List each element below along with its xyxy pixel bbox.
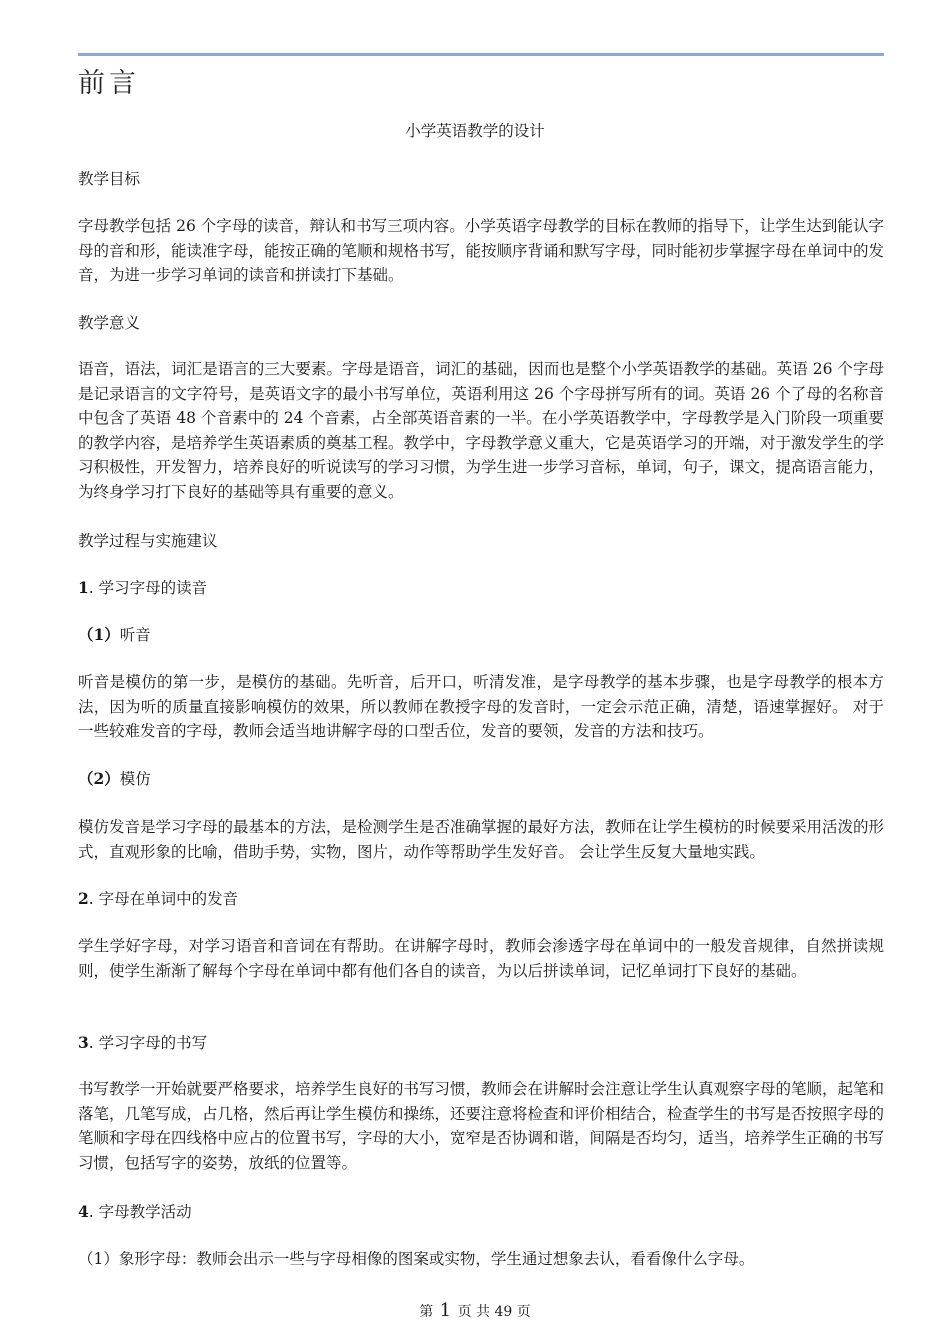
footer-prefix: 第 <box>419 1304 434 1320</box>
subsection-number-3: 3 <box>78 1033 89 1052</box>
footer-total-pages: 49 <box>494 1304 513 1320</box>
section-label-goal: 教学目标 <box>78 170 141 188</box>
subsection-title-3: . 学习字母的书写 <box>88 1034 208 1052</box>
subsection-title-4: . 字母教学活动 <box>88 1203 192 1221</box>
page-footer <box>0 1300 950 1323</box>
subsection-number-4: 4 <box>78 1202 89 1221</box>
paragraph-goal: 字母教学包括 26 个字母的读音，辩认和书写三项内容。小学英语字母教学的目标在教师的指导下，让学生达到能认字母的音和形，能读准字母，能按正确的笔顺和规格书写，能按顺序背诵和默写字母，同时能初步掌握字母在单词中的发音，为进一步学习单词的读音和拼读打下基础。 <box>78 217 885 284</box>
subsection-heading-1b <box>78 768 151 790</box>
paragraph-listening: 听音是模仿的第一步，是模仿的基础。先听音，后开口，听清发准，是字母教学的基本步骤，也是字母教学的根本方法，因为听的质量直接影响模仿的效果，所以教师在教授字母的发音时，一定会示范正确，清楚，语速掌握好。 对于一些较难发音的字母，教师会适当地讲解字母的口型舌位，发音的要领，发音的方法和技巧。 <box>78 673 884 740</box>
footer-suffix: 页 <box>516 1304 531 1320</box>
subsection-heading-3 <box>78 1032 207 1054</box>
subsection-number-2: 2 <box>78 889 89 908</box>
page-heading: 前言 <box>78 68 140 99</box>
section-label-process: 教学过程与实施建议 <box>78 532 218 550</box>
subsection-title-1b: 模仿 <box>119 770 151 788</box>
subsection-number-1a: （1） <box>78 625 120 644</box>
document-title: 小学英语教学的设计 <box>405 122 545 140</box>
subsection-title-2: . 字母在单词中的发音 <box>88 890 239 908</box>
subsection-heading-4 <box>78 1201 192 1223</box>
subsection-heading-2 <box>78 888 238 910</box>
header-rule <box>78 53 884 56</box>
paragraph-activity-pictographic: （1）象形字母：教师会出示一些与字母相像的图案或实物，学生通过想象去认，看看像什么字母。 <box>78 1250 755 1268</box>
section-label-meaning: 教学意义 <box>78 314 141 332</box>
paragraph-pronunciation-in-words: 学生学好字母，对学习语音和音词在有帮助。在讲解字母时，教师会渗透字母在单词中的一般发音规律，自然拼读规则，使学生渐渐了解每个字母在单词中都有他们各自的读音，为以后拼读单词，记忆单词打下良好的基础。 <box>78 937 884 980</box>
subsection-number-1: 1 <box>78 578 89 597</box>
paragraph-imitation: 模仿发音是学习字母的最基本的方法，是检测学生是否准确掌握的最好方法，教师在让学生模枋的时候要采用活泼的形式，直观形象的比喻，借助手势，实物，图片，动作等帮助学生发好音。 会让学生反复大量地实践。 <box>78 818 885 861</box>
subsection-heading-1a <box>78 624 151 646</box>
paragraph-meaning: 语音，语法，词汇是语言的三大要素。字母是语音，词汇的基础，因而也是整个小学英语教学的基础。英语 26 个字母是记录语言的文字符号，是英语文字的最小书写单位，英语利用这 26 个字母拼写所有的词。英语 26 个了母的名称音中包含了英语 48 个音素中的 24 个音素，占全部英语音素的一半。在小学英语教学中，字母教学是入门阶段一项重要的教学内容，是培养学生英语素质的奠基工程。教学中，字母教学意义重大，它是英语学习的开端，对于激发学生的学习积极性，开发智力，培养良好的听说读写的学习习惯，为学生进一步学习音标，单词，句子，课文，提高语言能力，为终身学习打下良好的基础等具有重要的意义。 <box>78 360 885 501</box>
subsection-title-1: . 学习字母的读音 <box>88 579 208 597</box>
footer-middle: 页 共 <box>457 1304 491 1320</box>
footer-page-number: 1 <box>439 1300 452 1321</box>
subsection-title-1a: 听音 <box>119 626 151 644</box>
subsection-heading-1 <box>78 577 207 599</box>
paragraph-writing: 书写教学一开始就要严格要求，培养学生良好的书写习惯，教师会在讲解时会注意让学生认真观察字母的笔顺，起笔和落笔，几笔写成，占几格，然后再让学生模仿和操练，还要注意将检查和评价相结合，检查学生的书写是否按照字母的笔顺和字母在四线格中应占的位置书写，字母的大小，宽窄是否协调和谐，间隔是否均匀，适当，培养学生正确的书写习惯，包括写字的姿势，放纸的位置等。 <box>78 1080 885 1172</box>
subsection-number-1b: （2） <box>78 769 120 788</box>
